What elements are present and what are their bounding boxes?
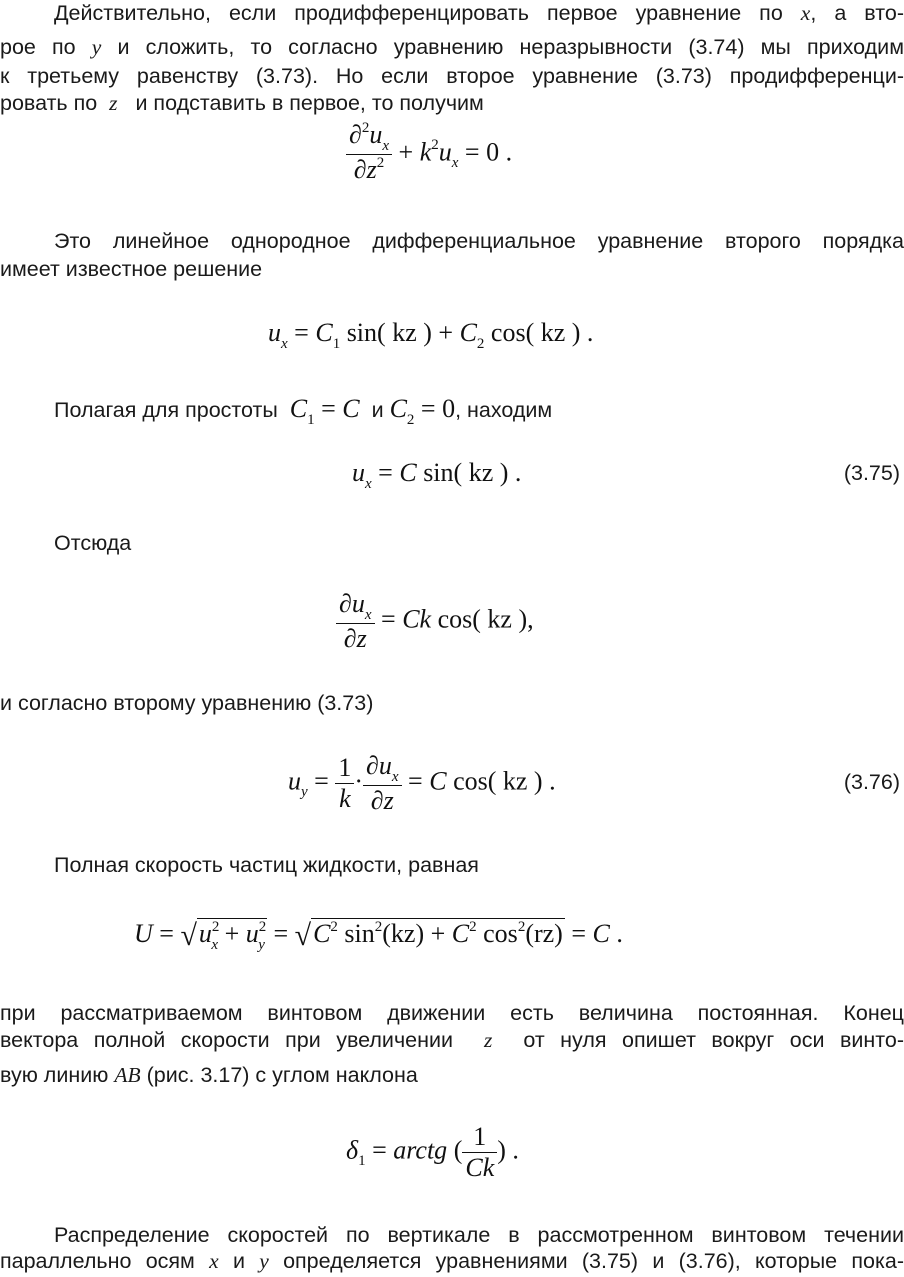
fraction-dux-dz-2: $\frac{\partial u_x}{\partial z}$ [363,751,402,816]
para3: Полагая для простоты $C_1 = C$ и $C_2 = 0$, находим [54,394,553,428]
equation-derivative: $\frac{\partial u_x}{\partial z}$ = Ck cos( kz ), [336,589,534,654]
para1-line3: к третьему равенству (3.73). Но если второе уравнение (3.73) продифференци- [0,64,904,88]
inline-eq-c2: $C_2 = 0$ [389,394,456,428]
fraction-dux-dz: $\frac{\partial u_x}{\partial z}$ [336,589,375,654]
sqrt-sign: √ [180,919,197,952]
sqrt-ux-uy: $u^2_x + u^2_y$ [198,919,267,953]
equation-number-3-76: (3.76) [843,770,900,794]
equation-3-75: $u_x = C$ sin( kz ) . [352,458,522,492]
para6: Полная скорость частиц жидкости, равная [54,853,479,877]
para2-line2: имеет известное решение [0,257,263,281]
para7-line2: вектора полной скорости при увеличении z от нуля опишет вокруг оси винто- [0,1028,904,1052]
equation-angle: $\delta_1$ = arctg ( $\frac{1}{Ck}$ ) . [346,1122,519,1182]
para2-line1: Это линейное однородное дифференциальное уравнение второго порядка [54,229,904,253]
para1-line4: ровать по z и подставить в первое, то получим [0,91,484,115]
sqrt-sign-2: √ [294,919,312,952]
equation-number-3-75: (3.75) [843,461,900,485]
equation-3-76: $u_y$ = $\frac{1}{k}$ · $\frac{\partial u_x}{\partial z}$ = C cos( kz ) . [288,751,556,815]
equation-general-solution: $u_x = C_1$ sin( kz ) + $C_2$ cos( kz ) . [268,318,594,352]
para1-line2: рое по y и сложить, то согласно уравнению неразрывности (3.74) мы приходим [0,35,904,59]
para8-line2: параллельно осям x и y определяется уравнениями (3.75) и (3.76), которые пока- [0,1249,904,1273]
fraction-d2ux-dz2: $\frac{\partial^2u_x}{\partial z^2}$ [346,120,392,189]
equation-total-velocity: $U = √u^2_x + u^2_y = √C^2$ $\sin^2(kz) + C^2$ $\cos^2(rz) = C$ . [134,919,623,953]
para1-line1: Действительно, если продифференцировать первое уравнение по x, а вто- [54,1,904,25]
fraction-1-over-k: $\frac{1}{k}$ [335,753,354,814]
sqrt-c-sin-cos: $C^2$ $\sin^2(kz) + C^2$ $\cos^2(rz)$ [311,918,565,953]
equation-wave: $\frac{\partial^2u_x}{\partial z^2}$ + $k^2u_x = 0$ . [346,120,512,189]
fraction-1-over-ck: $\frac{1}{Ck}$ [462,1122,497,1183]
para8-line1: Распределение скоростей по вертикале в рассмотренном винтовом течении [54,1223,904,1247]
para7-line1: при рассматриваемом винтовом движении есть величина постоянная. Конец [0,1001,904,1025]
inline-eq-c1: $C_1 = C$ [289,394,360,428]
para5: и согласно второму уравнению (3.73) [0,691,374,715]
para7-line3: вую линию AB (рис. 3.17) с углом наклона [0,1063,418,1087]
para4: Отсюда [54,531,132,555]
